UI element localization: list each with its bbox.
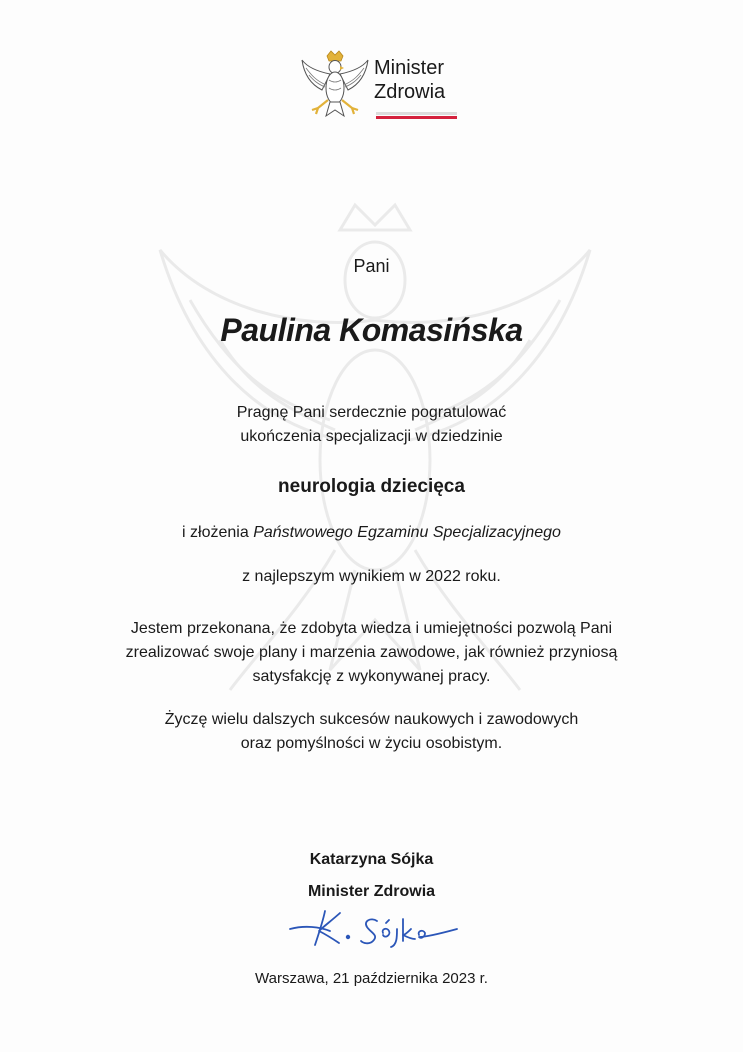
flag-stripe	[376, 112, 457, 119]
result-line: z najlepszym wynikiem w 2022 roku.	[242, 568, 501, 585]
white-eagle-emblem-icon	[300, 50, 370, 124]
belief-line-3: satysfakcję z wykonywanej pracy.	[252, 668, 491, 685]
signer-title: Minister Zdrowia	[307, 883, 436, 900]
exam-name: Państwowego Egzaminu Specjalizacyjnego	[253, 524, 561, 541]
specialization-name: neurologia dziecięca	[278, 476, 465, 497]
flag-red-stripe	[376, 116, 457, 119]
exam-line	[0, 524, 743, 542]
handwritten-signature	[285, 905, 465, 951]
belief-line-1: Jestem przekonana, że zdobyta wiedza i umiejętności pozwolą Pani	[130, 620, 613, 637]
belief-line-2: zrealizować swoje plany i marzenia zawodowe, jak również przyniosą	[125, 644, 618, 661]
place-and-date: Warszawa, 21 października 2023 r.	[255, 970, 488, 987]
congratulation-line-2: ukończenia specjalizacji w dziedzinie	[240, 428, 503, 445]
belief-paragraph	[0, 617, 743, 689]
ministry-name-line1: Minister	[374, 57, 445, 79]
flag-white-stripe	[376, 112, 457, 115]
ministry-logo	[300, 50, 470, 130]
exam-prefix: i złożenia	[182, 524, 254, 541]
ministry-name-line2: Zdrowia	[374, 81, 446, 103]
congratulation-line-1: Pragnę Pani serdecznie pogratulować	[236, 404, 507, 421]
ministry-name	[374, 56, 445, 104]
wishes-paragraph	[0, 708, 743, 756]
signer-name: Katarzyna Sójka	[309, 851, 434, 868]
salutation: Pani	[353, 256, 390, 276]
recipient-name: Paulina Komasińska	[220, 312, 523, 348]
wishes-line-1: Życzę wielu dalszych sukcesów naukowych i zawodowych	[164, 711, 579, 728]
wishes-line-2: oraz pomyślności w życiu osobistym.	[240, 735, 503, 752]
congratulation-paragraph	[0, 401, 743, 449]
